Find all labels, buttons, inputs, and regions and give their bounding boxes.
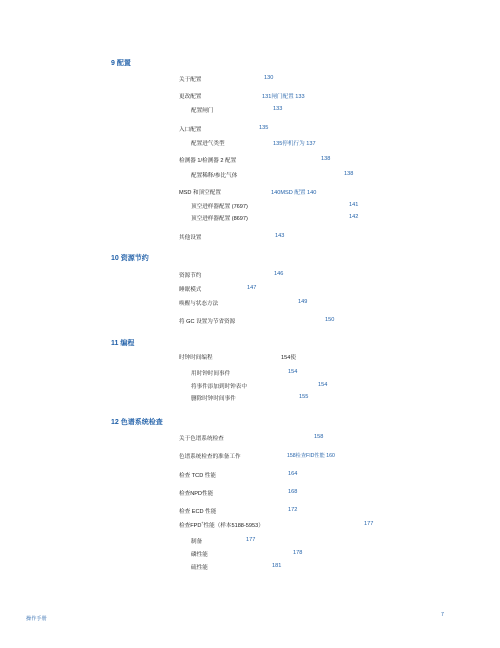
toc-page-number[interactable]: 177	[246, 537, 256, 543]
toc-page-number[interactable]: 141	[349, 202, 359, 208]
toc-entry[interactable]: 关于配置	[179, 77, 202, 83]
toc-entry[interactable]: 检查FPD+性能（样本5188-5953）	[179, 521, 264, 529]
toc-entry[interactable]: 检测器 1/检测器 2 配置	[179, 158, 237, 164]
toc-page-number[interactable]: 154使	[281, 355, 296, 361]
toc-entry[interactable]: 配置进气类型	[191, 141, 225, 147]
toc-page-number[interactable]: 143	[275, 233, 285, 239]
toc-page-number[interactable]: 142	[349, 214, 359, 220]
superscript-plus: +	[201, 521, 204, 526]
toc-entry[interactable]: 时钟时间编程	[179, 355, 213, 361]
toc-entry[interactable]: 检查 ECD 性能	[179, 509, 217, 515]
toc-page-number[interactable]: 158检查FID性能 160	[287, 453, 335, 459]
toc-entry[interactable]: 资源节约	[179, 273, 202, 279]
toc-entry[interactable]: 关于色谱系统检查	[179, 436, 224, 442]
toc-entry[interactable]: 制备	[191, 539, 203, 545]
toc-page-number[interactable]: 164	[288, 471, 298, 477]
toc-entry[interactable]: 用时钟时间事件	[191, 371, 231, 377]
toc-entry[interactable]: 唤醒与状态方法	[179, 301, 219, 307]
toc-entry[interactable]: 入口配置	[179, 127, 202, 133]
footer-page-number: 7	[441, 612, 444, 618]
toc-entry[interactable]: 将事件添加到时钟表中	[191, 384, 247, 390]
chapter-heading: 9 配置	[111, 60, 131, 67]
toc-page-number[interactable]: 154	[318, 382, 328, 388]
toc-page-number[interactable]: 146	[274, 271, 284, 277]
toc-page-number[interactable]: 135停机行为 137	[273, 141, 316, 147]
toc-page-number[interactable]: 140MSD 配置 140	[271, 190, 317, 196]
toc-page-number[interactable]: 138	[321, 156, 331, 162]
chapter-heading: 12 色谱系统检查	[111, 419, 163, 426]
toc-page-number[interactable]: 147	[247, 285, 257, 291]
toc-entry[interactable]: 检查NPD性能	[179, 491, 214, 497]
toc-page-number[interactable]: 154	[288, 369, 298, 375]
toc-entry[interactable]: 磷性能	[191, 552, 208, 558]
toc-entry[interactable]: 其他设置	[179, 235, 202, 241]
chapter-heading: 11 编程	[111, 340, 135, 347]
toc-page-number[interactable]: 135	[259, 125, 269, 131]
toc-page-number[interactable]: 133	[273, 106, 283, 112]
toc-entry[interactable]: 配置稀释/参比气体	[191, 173, 238, 179]
toc-entry[interactable]: MSD 和顶空配置	[179, 190, 221, 196]
toc-entry[interactable]: 检查 TCD 性能	[179, 473, 216, 479]
toc-page-number[interactable]: 138	[344, 171, 354, 177]
toc-page-number[interactable]: 181	[272, 563, 282, 569]
toc-page-number[interactable]: 168	[288, 489, 298, 495]
toc-entry[interactable]: 删除时钟时间事件	[191, 396, 236, 402]
toc-entry[interactable]: 色谱系统检查的准备工作	[179, 454, 241, 460]
toc-entry[interactable]: 配置闸门	[191, 108, 214, 114]
toc-page-number[interactable]: 155	[299, 394, 309, 400]
toc-page-number[interactable]: 131闸门配置 133	[262, 94, 305, 100]
toc-page-number[interactable]: 149	[298, 299, 308, 305]
chapter-heading: 10 资源节约	[111, 255, 149, 262]
toc-page-number[interactable]: 158	[314, 434, 324, 440]
toc-entry[interactable]: 更改配置	[179, 94, 202, 100]
toc-page-number[interactable]: 178	[293, 550, 303, 556]
toc-entry[interactable]: 睡眠模式	[179, 287, 202, 293]
footer-manual-title: 操作手册	[26, 616, 47, 622]
toc-entry[interactable]: 硫性能	[191, 565, 208, 571]
toc-page-number[interactable]: 130	[264, 75, 274, 81]
toc-page-number[interactable]: 177	[364, 521, 374, 527]
toc-entry[interactable]: 顶空进样器配置 (7697)	[191, 204, 248, 210]
toc-entry[interactable]: 将 GC 设置为节省资源	[179, 319, 236, 325]
toc-page-number[interactable]: 172	[288, 507, 298, 513]
toc-entry[interactable]: 顶空进样器配置 (8697)	[191, 216, 248, 222]
toc-page-number[interactable]: 150	[325, 317, 335, 323]
